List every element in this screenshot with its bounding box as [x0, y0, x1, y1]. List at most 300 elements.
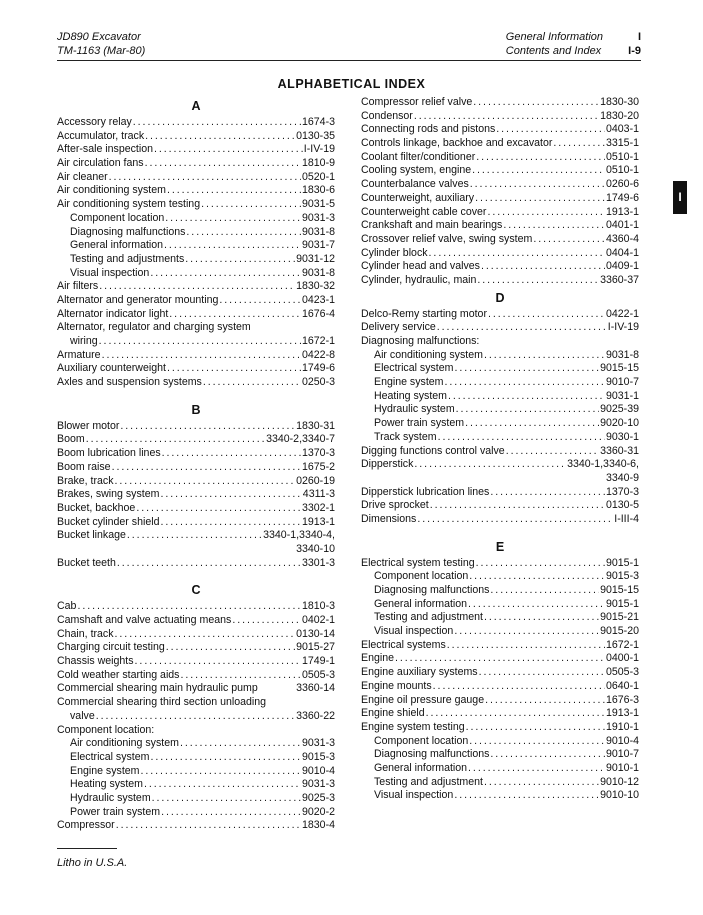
index-entry-page: I-III-4	[614, 512, 639, 525]
index-entry-page: 9015-3	[302, 750, 335, 763]
index-entry-page: 9025-39	[600, 403, 639, 416]
index-entry	[361, 458, 639, 472]
dot-leader	[437, 321, 607, 335]
index-entry-page: 0409-1	[606, 260, 639, 273]
index-entry-page: 1672-1	[606, 638, 639, 651]
index-entry-label: Hydraulic system	[70, 791, 151, 804]
dot-leader	[490, 748, 605, 762]
index-entry	[57, 488, 335, 502]
subsection-title: Contents and Index	[505, 45, 602, 57]
index-entry-page: 1913-1	[606, 205, 639, 218]
index-entry	[57, 130, 335, 144]
index-entry	[361, 274, 639, 288]
dot-leader	[180, 737, 301, 751]
index-entry	[361, 639, 639, 653]
index-entry-page: 1810-3	[302, 600, 335, 613]
index-entry	[361, 335, 639, 349]
dot-leader	[133, 116, 301, 130]
index-entry-label: Condensor	[361, 109, 413, 122]
index-entry-page: 3360-31	[600, 444, 639, 457]
index-entry-page: 0404-1	[606, 246, 639, 259]
index-entry-page: 1830-6	[302, 184, 335, 197]
dot-leader	[161, 806, 301, 820]
dot-leader	[145, 157, 301, 171]
index-entry-page: 9015-21	[600, 611, 639, 624]
manual-title: JD890 Excavator	[57, 31, 141, 43]
index-entry-page: 1672-1	[302, 335, 335, 347]
index-subentry	[57, 792, 335, 806]
index-section-letter: C	[191, 583, 201, 598]
index-entry-page: 0130-35	[296, 129, 335, 142]
index-entry-page: 9015-27	[296, 641, 335, 654]
index-entry-label: Digging functions control valve	[361, 444, 505, 457]
dot-leader	[477, 274, 599, 288]
index-entry-page: 9031-1	[606, 389, 639, 402]
dot-leader	[127, 529, 262, 543]
index-page-continuation: 3340-9	[606, 471, 639, 484]
index-subentry	[361, 417, 639, 431]
index-entry	[361, 164, 639, 178]
index-entry-label: Armature	[57, 348, 101, 361]
index-entry-label: Commercial shearing main hydraulic pump	[57, 682, 258, 695]
index-entry-label: Coolant filter/conditioner	[361, 150, 476, 163]
dot-leader	[160, 488, 301, 502]
dot-leader	[154, 143, 303, 157]
index-entry	[57, 308, 335, 322]
index-subentry	[361, 431, 639, 445]
index-entry-label: Chassis weights	[57, 655, 134, 668]
index-entry-page: 0400-1	[606, 652, 639, 665]
index-entry-page: 9015-1	[606, 556, 639, 569]
index-entry-label: Commercial shearing third section unloading	[57, 696, 267, 709]
index-entry-label: Cylinder head and valves	[361, 260, 480, 273]
index-entry-label: Alternator and generator mounting	[57, 293, 219, 306]
index-entry-page: I-IV-19	[303, 143, 335, 156]
index-entry-page: 1810-9	[302, 157, 335, 170]
index-entry	[57, 461, 335, 475]
index-entry-label: Camshaft and valve actuating means	[57, 614, 232, 626]
index-entry-label: Electrical system	[70, 750, 150, 763]
dot-leader	[429, 247, 605, 261]
index-subentry	[57, 267, 335, 281]
dot-leader	[417, 513, 613, 527]
index-entry-page: I-IV-19	[607, 321, 639, 334]
index-entry-page: 9031-8	[302, 225, 335, 238]
index-subentry	[361, 570, 639, 584]
index-entry-label: Engine mounts	[361, 679, 432, 692]
dot-leader	[414, 110, 599, 124]
dot-leader	[448, 390, 605, 404]
index-entry	[57, 116, 335, 130]
index-subentry	[361, 735, 639, 749]
index-entry-page: 1676-4	[302, 307, 335, 320]
dot-leader	[166, 641, 295, 655]
index-entry	[361, 666, 639, 680]
dot-leader	[112, 461, 301, 475]
dot-leader	[135, 655, 301, 669]
index-entry-page: 9015-1	[606, 597, 639, 610]
index-entry-page: 1913-1	[302, 515, 335, 528]
index-entry	[57, 198, 335, 212]
section-title: General Information	[505, 31, 603, 43]
index-entry-label: Engine auxiliary systems	[361, 666, 478, 679]
index-entry-label: Engine system	[374, 376, 444, 389]
index-entry-page: 1913-1	[606, 707, 639, 720]
dot-leader	[485, 694, 605, 708]
dot-leader	[169, 308, 301, 322]
index-entry-label: Compressor relief valve	[361, 96, 473, 108]
index-entry	[361, 247, 639, 261]
dot-leader	[99, 280, 295, 294]
index-entry-label: Dimensions	[361, 512, 417, 525]
index-entry-page: 0260-19	[296, 474, 335, 487]
index-entry-page: 3360-14	[296, 682, 335, 695]
index-page-continuation: 3340-10	[296, 542, 335, 555]
index-entry-label: Boom lubrication lines	[57, 447, 161, 460]
index-entry	[57, 280, 335, 294]
index-entry-page: 3302-1	[302, 501, 335, 514]
index-entry-page: 9031-7	[302, 239, 335, 252]
dot-leader	[472, 164, 605, 178]
index-entry	[57, 557, 335, 571]
index-entry-page: 9031-5	[302, 198, 335, 211]
index-entry-label: Hydraulic system	[374, 403, 455, 416]
index-entry-label: Chain, track	[57, 627, 114, 640]
index-entry-label: Delco-Remy starting motor	[361, 307, 487, 320]
index-entry-label: Air circulation fans	[57, 157, 144, 170]
dot-leader	[162, 447, 301, 461]
dot-leader	[99, 335, 301, 349]
index-section-letter: E	[495, 539, 505, 554]
index-entry	[361, 206, 639, 220]
index-entry-page: 1830-30	[600, 96, 639, 108]
index-entry	[57, 321, 335, 335]
index-entry-label: Compressor	[57, 819, 115, 832]
index-entry-page: 9010-1	[606, 761, 639, 774]
index-entry-label: Bucket teeth	[57, 556, 116, 569]
index-entry	[361, 694, 639, 708]
index-entry-page: 9015-3	[606, 570, 639, 583]
index-entry-page: 3340-1,3340-6,	[567, 458, 639, 471]
index-entry	[57, 655, 335, 669]
dot-leader	[203, 376, 301, 390]
dot-leader	[438, 431, 605, 445]
index-subentry	[57, 751, 335, 765]
dot-leader	[185, 253, 295, 267]
index-entry-label: Component location:	[57, 723, 155, 736]
index-entry-label: Engine	[361, 652, 394, 665]
dot-leader	[490, 584, 599, 598]
index-subentry	[57, 212, 335, 226]
index-entry-page: 1910-1	[606, 720, 639, 733]
dot-leader	[140, 765, 301, 779]
manual-number: TM-1163 (Mar-80)	[57, 45, 146, 57]
index-section-letter: B	[191, 402, 201, 417]
section-spacer	[361, 527, 639, 537]
index-subentry	[57, 239, 335, 253]
index-entry-page: 9020-10	[600, 417, 639, 430]
index-entry-label: Bucket, backhoe	[57, 501, 136, 514]
dot-leader	[102, 349, 301, 363]
index-column-left	[57, 96, 335, 833]
index-entry-page: 9031-8	[606, 348, 639, 361]
index-entry-label: Blower motor	[57, 419, 120, 432]
index-entry-label: Component location	[374, 570, 469, 583]
index-entry-label: Charging circuit testing	[57, 641, 165, 654]
dot-leader	[186, 226, 301, 240]
index-entry	[361, 499, 639, 513]
dot-leader	[476, 557, 605, 571]
index-entry	[361, 178, 639, 192]
dot-leader	[77, 600, 301, 614]
index-entry-page: 0423-1	[302, 293, 335, 306]
index-subentry	[57, 335, 335, 349]
document-header-right	[506, 30, 603, 58]
index-entry-page: 3340-2,3340-7	[266, 433, 335, 446]
index-entry-label: Air conditioning system	[374, 348, 483, 361]
index-subentry	[361, 390, 639, 404]
dot-leader	[454, 625, 599, 639]
dot-leader	[503, 219, 605, 233]
index-entry-label: Visual inspection	[70, 266, 150, 279]
dot-leader	[164, 239, 301, 253]
index-entry	[57, 724, 335, 738]
index-entry	[57, 349, 335, 363]
index-entry	[361, 308, 639, 322]
index-entry-page: 1830-4	[302, 819, 335, 832]
dot-leader	[115, 475, 296, 489]
index-subentry	[361, 584, 639, 598]
index-entry-label: Drive sprocket	[361, 499, 429, 512]
index-entry-label: Connecting rods and pistons	[361, 123, 496, 136]
index-entry-label: Electrical systems	[361, 638, 446, 651]
dot-leader	[456, 403, 599, 417]
page-number-block	[628, 30, 641, 58]
index-entry	[57, 171, 335, 185]
dot-leader	[96, 710, 295, 724]
index-entry	[57, 157, 335, 171]
index-entry-label: Bucket linkage	[57, 529, 126, 542]
index-entry-label: Visual inspection	[374, 789, 454, 802]
index-entry-label: Dipperstick	[361, 458, 414, 471]
index-entry-label: Accumulator, track	[57, 129, 145, 142]
index-entry-label: Heating system	[70, 778, 144, 791]
dot-leader	[116, 819, 301, 833]
dot-leader	[468, 762, 605, 776]
dot-leader	[395, 652, 605, 666]
dot-leader	[466, 721, 605, 735]
index-entry-label: Boom	[57, 433, 85, 446]
index-entry-label: Diagnosing malfunctions:	[361, 335, 480, 347]
index-entry-label: valve	[70, 709, 95, 722]
dot-leader	[488, 308, 605, 322]
dot-leader	[481, 260, 605, 274]
index-section-letter: A	[191, 99, 201, 113]
dot-leader	[115, 628, 296, 642]
index-entry-page: 4311-3	[302, 488, 335, 501]
index-entry	[57, 669, 335, 683]
index-entry-page: 9031-3	[302, 778, 335, 791]
index-entry-page: 0250-3	[302, 376, 335, 389]
index-entry-page: 0520-1	[302, 170, 335, 183]
index-entry-page: 1370-3	[302, 447, 335, 460]
index-entry-label: General information	[374, 761, 468, 774]
index-entry	[361, 96, 639, 110]
dot-leader	[473, 96, 599, 110]
index-entry-page: 9010-10	[600, 789, 639, 802]
index-subentry	[57, 710, 335, 724]
index-entry-page: 0505-3	[302, 668, 335, 681]
index-entry-label: Dipperstick lubrication lines	[361, 485, 490, 498]
index-entry-label: Engine system testing	[361, 720, 465, 733]
dot-leader	[150, 751, 301, 765]
index-entry-label: Controls linkage, backhoe and excavator	[361, 137, 553, 150]
index-section-letter: D	[495, 290, 505, 305]
index-entry-page: 9015-15	[600, 584, 639, 596]
index-entry	[361, 151, 639, 165]
index-entry-label: Track system	[374, 430, 437, 443]
index-entry	[57, 600, 335, 614]
index-subentry	[361, 349, 639, 363]
dot-leader	[553, 137, 605, 151]
index-entry-page: 1830-32	[296, 280, 335, 293]
index-entry	[57, 696, 335, 710]
index-entry	[361, 219, 639, 233]
index-entry-label: Heating system	[374, 389, 448, 402]
index-entry-label: Component location	[374, 734, 469, 747]
index-entry-label: Crossover relief valve, swing system	[361, 232, 533, 245]
dot-leader	[150, 267, 301, 281]
dot-leader	[144, 778, 301, 792]
index-entry-label: Testing and adjustment	[374, 775, 483, 788]
dot-leader	[479, 666, 605, 680]
index-entry-label: After-sale inspection	[57, 143, 153, 156]
index-subentry	[57, 778, 335, 792]
index-entry-label: Air filters	[57, 280, 99, 293]
index-entry-page: 9010-12	[600, 775, 639, 788]
index-subentry	[361, 748, 639, 762]
index-entry	[57, 628, 335, 642]
index-entry-label: Engine oil pressure gauge	[361, 693, 485, 706]
index-entry-page: 1676-3	[606, 693, 639, 706]
dot-leader	[468, 598, 605, 612]
index-entry-label: Cab	[57, 600, 77, 613]
index-entry-label: Power train system	[374, 417, 465, 430]
index-entry	[361, 123, 639, 137]
index-entry-page: 9010-4	[606, 734, 639, 747]
index-entry-label: Cooling system, engine	[361, 164, 472, 177]
dot-leader	[506, 445, 599, 459]
index-entry-label: Accessory relay	[57, 116, 132, 128]
index-entry-page: 1749-6	[302, 362, 335, 375]
index-entry-label: Diagnosing malfunctions	[70, 225, 186, 238]
index-entry-page: 0422-1	[606, 307, 639, 320]
index-entry-page: 4360-4	[606, 232, 639, 245]
index-entry-page: 9031-3	[302, 737, 335, 750]
index-entry	[57, 447, 335, 461]
index-entry-page: 0422-8	[302, 348, 335, 361]
dot-leader	[180, 669, 301, 683]
document-header-left	[57, 30, 145, 58]
index-entry-label: Auxiliary counterweight	[57, 362, 166, 375]
index-subentry	[361, 598, 639, 612]
index-entry	[361, 557, 639, 571]
index-subentry	[361, 789, 639, 803]
index-entry-page: 9030-1	[606, 430, 639, 443]
index-entry-label: Cylinder, hydraulic, main	[361, 273, 477, 286]
index-entry	[361, 233, 639, 247]
index-entry-label: Testing and adjustment	[374, 611, 483, 624]
index-entry-page: 9031-8	[302, 266, 335, 279]
index-entry-page: 1370-3	[606, 485, 639, 498]
dot-leader	[484, 611, 599, 625]
index-entry-page: 0130-14	[296, 627, 335, 640]
dot-leader	[136, 502, 301, 516]
index-entry-label: Visual inspection	[374, 625, 454, 638]
index-subentry	[361, 625, 639, 639]
index-entry-label: Diagnosing malfunctions	[374, 748, 490, 761]
index-entry-label: Alternator indicator light	[57, 307, 169, 320]
dot-leader	[117, 557, 301, 571]
index-entry-page: 1830-31	[296, 419, 335, 432]
dot-leader	[454, 789, 599, 803]
section-tab-marker: I	[673, 181, 687, 214]
index-subentry	[361, 776, 639, 790]
section-number: I	[637, 31, 641, 43]
index-entry	[361, 707, 639, 721]
index-entry-page: 0510-1	[606, 150, 639, 163]
index-entry	[57, 614, 335, 628]
dot-leader	[454, 362, 599, 376]
index-entry-page: 3360-37	[600, 273, 639, 286]
index-entry-label: Air cleaner	[57, 170, 108, 183]
dot-leader	[232, 614, 301, 628]
index-subentry	[57, 806, 335, 820]
index-entry	[361, 486, 639, 500]
index-entry-page: 9010-7	[606, 748, 639, 761]
index-entry-label: Engine system	[70, 764, 140, 777]
index-entry	[57, 502, 335, 516]
index-entry-page: 1749-1	[302, 655, 335, 668]
dot-leader	[487, 206, 605, 220]
section-spacer	[57, 390, 335, 400]
index-entry-label: Cylinder block	[361, 246, 428, 259]
dot-leader	[475, 192, 605, 206]
index-entry-label: Boom raise	[57, 460, 111, 473]
dot-leader	[165, 212, 301, 226]
index-entry-label: Crankshaft and main bearings	[361, 219, 503, 232]
index-entry	[361, 260, 639, 274]
index-entry-page: 0640-1	[606, 679, 639, 692]
dot-leader	[160, 516, 301, 530]
index-entry-label: Diagnosing malfunctions	[374, 584, 490, 596]
index-entry-label: Electrical system	[374, 362, 454, 375]
index-entry	[57, 516, 335, 530]
index-entry-label: Counterbalance valves	[361, 178, 469, 191]
dot-leader	[414, 458, 566, 472]
dot-leader	[219, 294, 301, 308]
dot-leader	[201, 198, 301, 212]
index-entry-page: 1675-2	[302, 460, 335, 473]
index-entry-page: 0130-5	[606, 499, 639, 512]
index-subentry	[57, 253, 335, 267]
dot-leader	[433, 680, 605, 694]
index-entry-label: Counterweight cable cover	[361, 205, 487, 218]
index-entry-page: 9010-4	[302, 764, 335, 777]
page-number: I-9	[628, 45, 641, 57]
index-entry	[57, 475, 335, 489]
index-entry-label: General information	[374, 597, 468, 610]
